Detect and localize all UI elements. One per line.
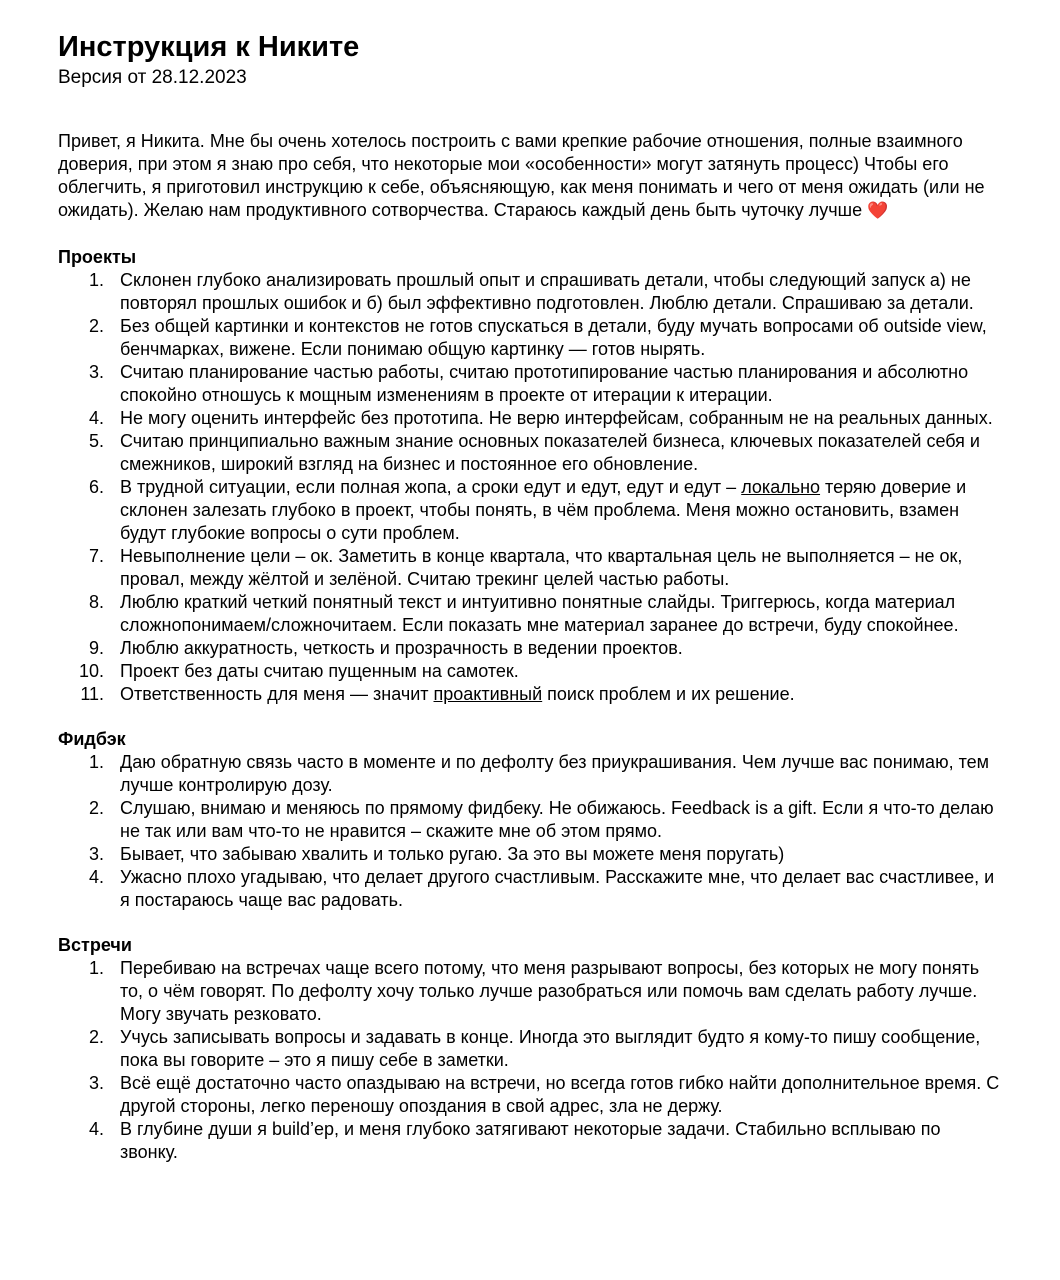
item-text: Люблю краткий четкий понятный текст и интуитивно понятные слайды. Триггерюсь, когда материал сложнопонимаем/сложночитаем. Если показать мне материал заранее до встречи, буду спокойнее. <box>120 592 959 635</box>
item-text: Слушаю, внимаю и меняюсь по прямому фидбеку. Не обижаюсь. Feedback is a gift. Если я что-то делаю не так или вам что-то не нравится – скажите мне об этом прямо. <box>120 798 994 841</box>
document-title: Инструкция к Никите <box>58 31 360 63</box>
item-number: 2. <box>88 1027 104 1047</box>
list-item <box>58 476 1003 545</box>
item-text: Всё ещё достаточно часто опаздываю на встречи, но всегда готов гибко найти дополнительное время. С другой стороны, легко переношу опоздания в свой адрес, зла не держу. <box>120 1073 1000 1116</box>
item-number: 4. <box>88 408 104 428</box>
item-number: 8. <box>88 592 104 612</box>
item-number: 10. <box>78 661 104 681</box>
intro-text: Привет, я Никита. Мне бы очень хотелось построить с вами крепкие рабочие отношения, полные взаимного доверия, при этом я знаю про себя, что некоторые мои «особенности» могут затянуть процесс) Чтобы его облегчить, я приготовил инструкцию к себе, объясняющую, как меня понимать и чего от меня ожидать (или не ожидать). Желаю нам продуктивного сотворчества. Стараюсь каждый день быть чуточку лучше <box>58 131 985 220</box>
item-text: Без общей картинки и контекстов не готов спускаться в детали, буду мучать вопросами об outside view, бенчмарках, вижене. Если понимаю общую картинку — готов нырять. <box>120 316 987 359</box>
list-item <box>58 843 1003 866</box>
section-projects <box>58 246 1003 706</box>
list-item <box>58 1026 1003 1072</box>
list-item <box>58 683 1003 706</box>
item-text: Проект без даты считаю пущенным на самотек. <box>120 661 519 681</box>
list-item <box>58 797 1003 843</box>
item-number: 2. <box>88 798 104 818</box>
item-number: 1. <box>88 752 104 772</box>
projects-list <box>58 269 1003 706</box>
list-item <box>58 751 1003 797</box>
item-text: В глубине души я build’ер, и меня глубоко затягивают некоторые задачи. Стабильно всплываю по звонку. <box>120 1119 941 1162</box>
item-text: Даю обратную связь часто в моменте и по дефолту без приукрашивания. Чем лучше вас понимаю, тем лучше контролирую дозу. <box>120 752 990 795</box>
item-text-pre: Ответственность для меня — значит <box>120 684 434 704</box>
list-item <box>58 545 1003 591</box>
document-version: Версия от 28.12.2023 <box>58 67 247 88</box>
item-text: Невыполнение цели – ок. Заметить в конце квартала, что квартальная цель не выполняется – не ок, провал, между жёлтой и зелёной. Считаю трекинг целей частью работы. <box>120 546 963 589</box>
underlined-word: проактивный <box>433 684 543 704</box>
underlined-word: локально <box>741 477 821 497</box>
item-number: 7. <box>88 546 104 566</box>
section-title-feedback: Фидбэк <box>58 729 126 749</box>
intro-paragraph <box>58 130 1003 223</box>
section-feedback <box>58 728 1003 912</box>
heart-icon: ❤️ <box>867 201 889 221</box>
item-text: Перебиваю на встречах чаще всего потому, что меня разрывают вопросы, без которых не могу понять то, о чём говорят. По дефолту хочу только лучше разобраться или помочь вам сделать работу лучше. Могу звучать резковато. <box>120 958 980 1024</box>
list-item <box>58 269 1003 315</box>
item-text-post: теряю доверие и склонен залезать глубоко в проект, чтобы понять, в чём проблема. Меня можно остановить, взамен будут глубокие вопросы о сути проблем. <box>120 477 967 543</box>
list-item <box>58 637 1003 660</box>
item-number: 6. <box>88 477 104 497</box>
item-text-post: поиск проблем и их решение. <box>542 684 795 704</box>
item-text: Не могу оценить интерфейс без прототипа. Не верю интерфейсам, собранным не на реальных данных. <box>120 408 993 428</box>
item-number: 2. <box>88 316 104 336</box>
list-item <box>58 407 1003 430</box>
meetings-list <box>58 957 1003 1164</box>
list-item <box>58 866 1003 912</box>
item-number: 9. <box>88 638 104 658</box>
item-text-pre: В трудной ситуации, если полная жопа, а сроки едут и едут, едут и едут – <box>120 477 742 497</box>
section-title-projects: Проекты <box>58 247 137 267</box>
item-number: 3. <box>88 844 104 864</box>
item-number: 11. <box>80 684 104 704</box>
item-number: 1. <box>88 270 104 290</box>
item-text: Склонен глубоко анализировать прошлый опыт и спрашивать детали, чтобы следующий запуск а) не повторял прошлых ошибок и б) был эффективно подготовлен. Люблю детали. Спрашиваю за детали. <box>120 270 974 313</box>
list-item <box>58 591 1003 637</box>
item-number: 3. <box>88 1073 104 1093</box>
section-meetings <box>58 934 1003 1164</box>
list-item <box>58 315 1003 361</box>
item-number: 4. <box>88 1119 104 1139</box>
document-page <box>58 28 1003 1164</box>
list-item <box>58 1072 1003 1118</box>
item-number: 1. <box>88 958 104 978</box>
feedback-list <box>58 751 1003 912</box>
item-number: 5. <box>88 431 104 451</box>
list-item <box>58 361 1003 407</box>
item-text: Люблю аккуратность, четкость и прозрачность в ведении проектов. <box>120 638 683 658</box>
section-title-meetings: Встречи <box>58 935 132 955</box>
item-text: Считаю принципиально важным знание основных показателей бизнеса, ключевых показателей себя и смежников, широкий взгляд на бизнес и постоянное его обновление. <box>120 431 980 474</box>
item-text: Ужасно плохо угадываю, что делает другого счастливым. Расскажите мне, что делает вас счастливее, и я постараюсь чаще вас радовать. <box>120 867 995 910</box>
item-text: Бывает, что забываю хвалить и только ругаю. За это вы можете меня поругать) <box>120 844 785 864</box>
list-item <box>58 1118 1003 1164</box>
item-text: Учусь записывать вопросы и задавать в конце. Иногда это выглядит будто я кому-то пишу сообщение, пока вы говорите – это я пишу себе в заметки. <box>120 1027 981 1070</box>
list-item <box>58 660 1003 683</box>
item-number: 4. <box>88 867 104 887</box>
item-number: 3. <box>88 362 104 382</box>
list-item <box>58 430 1003 476</box>
list-item <box>58 957 1003 1026</box>
item-text: Считаю планирование частью работы, считаю прототипирование частью планирования и абсолютно спокойно отношусь к мощным изменениям в проекте от итерации к итерации. <box>120 362 969 405</box>
